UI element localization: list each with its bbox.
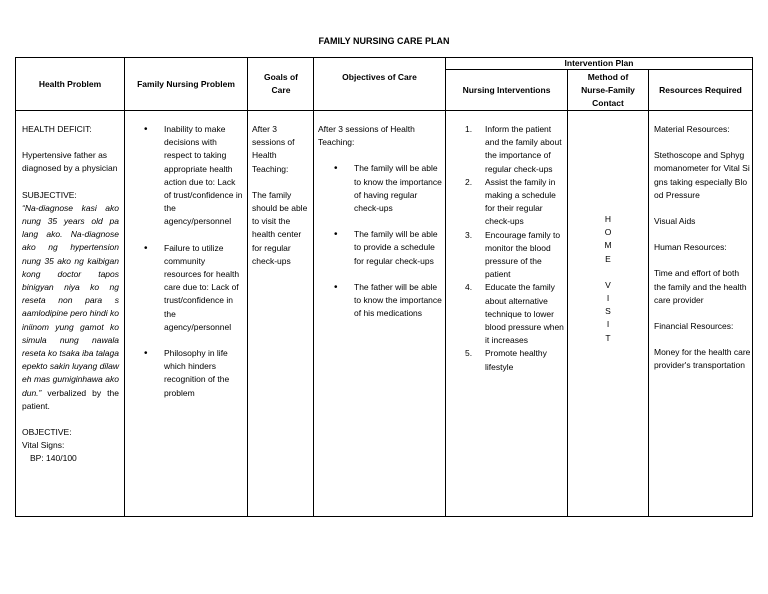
resources-cell — [654, 123, 751, 373]
objective-label: OBJECTIVE: — [22, 427, 72, 438]
intervention-item — [465, 176, 565, 229]
col-divider-2 — [247, 57, 248, 517]
letter: V — [605, 279, 611, 290]
header-goals-of-care: Goals of Care — [263, 72, 298, 95]
intervention-number: 1. — [465, 124, 473, 134]
col-divider-4 — [445, 57, 446, 517]
interventions-cell — [465, 123, 565, 374]
table-left-border — [15, 57, 16, 517]
objective-item: • The family will be able to provide a schedule for regular check-ups — [334, 228, 442, 268]
intervention-item — [465, 281, 565, 347]
header-objectives-of-care: Objectives of Care — [342, 71, 417, 82]
goals-cell — [252, 123, 310, 268]
family-problem-item: • Failure to utilize community resources for health care due to: Lack of trust/confidence in the agency/personnel — [144, 242, 244, 334]
header-intervention-plan: Intervention Plan — [564, 57, 634, 68]
col-divider-1 — [124, 57, 125, 517]
intervention-number: 4. — [465, 282, 473, 293]
table-right-border — [752, 57, 753, 517]
goals-text: The family should be able to visit the health center for regular check-ups — [252, 189, 308, 266]
intervention-number: 3. — [465, 229, 473, 240]
header-bottom-border — [15, 110, 753, 111]
subjective-statement — [22, 202, 119, 413]
visual-aids-text: Visual Aids — [654, 216, 696, 227]
health-deficit-text: Hypertensive father as diagnosed by a physician — [22, 150, 118, 174]
col-divider-3 — [313, 57, 314, 517]
header-method-of-contact: Method of Nurse-Family Contact — [581, 71, 635, 108]
home-visit-letters — [568, 213, 648, 345]
intervention-item — [465, 347, 565, 373]
family-problem-item: • Inability to make decisions with respect to taking appropriate health action due to: Lack of trust/confidence in the agency/personnel — [144, 123, 244, 229]
family-problems-cell — [144, 123, 244, 413]
human-resources-text: Time and effort of both the family and the health care provider — [654, 268, 747, 305]
letter: E — [605, 253, 611, 264]
intervention-text: Encourage family to monitor the blood pressure of the patient — [485, 229, 561, 280]
header-health-problem: Health Problem — [38, 78, 102, 89]
table-bottom-border — [15, 516, 753, 517]
intervention-text: Assist the family in making a schedule for their regular check-ups — [485, 176, 556, 227]
letter: I — [606, 319, 610, 330]
letter: O — [604, 227, 612, 238]
letter: T — [605, 332, 611, 343]
intervention-item — [465, 123, 565, 176]
intervention-text: Inform the patient and the family about the importance of regular check-ups — [485, 124, 562, 174]
subjective-quote: “Na-diagnose kasi ako nung 35 years old pa lang ako. Na-diagnose ako ng hypertension nung 35 ako ng kaibigan kong doctor tapos binigyan niya ko ng reseta non para s aamlodipine pero hindi ko iniinom yung gamot ko simula nung nawala reseta ko tsaka iba talaga epekto sakin luyang dilaw eh mas gumiginhawa ako dun.” — [22, 202, 119, 398]
intervention-text: Promote healthy lifestyle — [485, 348, 547, 372]
subjective-label: SUBJECTIVE: — [22, 189, 77, 200]
material-resources-text: Stethoscope and Sphygmomanometer for Vital Signs taking especially Blood Pressure — [654, 150, 750, 200]
family-problem-item: • Philosophy in life which hinders recognition of the problem — [144, 347, 244, 400]
header-family-nursing-problem: Family Nursing Problem — [137, 78, 235, 89]
objectives-intro: After 3 sessions of Health Teaching: — [318, 124, 415, 148]
financial-resources-label: Financial Resources: — [654, 321, 734, 332]
goals-intro: After 3 sessions of Health Teaching: — [252, 124, 295, 174]
objective-item: • The father will be able to know the importance of his medications — [334, 281, 442, 321]
material-resources-label: Material Resources: — [654, 124, 730, 134]
letter: I — [606, 293, 610, 304]
intervention-text: Educate the family about alternative technique to lower blood pressure when it increases — [485, 282, 564, 346]
blood-pressure-value: BP: 140/100 — [30, 453, 77, 464]
objectives-cell — [318, 123, 442, 333]
intervention-number: 5. — [465, 348, 473, 359]
health-problem-cell — [22, 123, 119, 466]
intervention-item — [465, 229, 565, 282]
health-deficit-label: HEALTH DEFICIT: — [22, 124, 92, 134]
header-resources-required: Resources Required — [659, 84, 742, 95]
subjective-suffix: verbalized by the patient. — [22, 387, 119, 411]
human-resources-label: Human Resources: — [654, 242, 727, 253]
financial-resources-text: Money for the health care provider's transportation — [654, 347, 751, 371]
letter: H — [604, 214, 612, 224]
letter: S — [605, 306, 611, 317]
letter: M — [604, 240, 612, 251]
header-nursing-interventions: Nursing Interventions — [462, 84, 551, 95]
objective-item: • The family will be able to know the importance of having regular check-ups — [334, 162, 442, 215]
intervention-number: 2. — [465, 176, 473, 187]
vital-signs-label: Vital Signs: — [22, 440, 65, 451]
document-title: FAMILY NURSING CARE PLAN — [318, 36, 450, 46]
col-divider-6 — [648, 69, 649, 517]
